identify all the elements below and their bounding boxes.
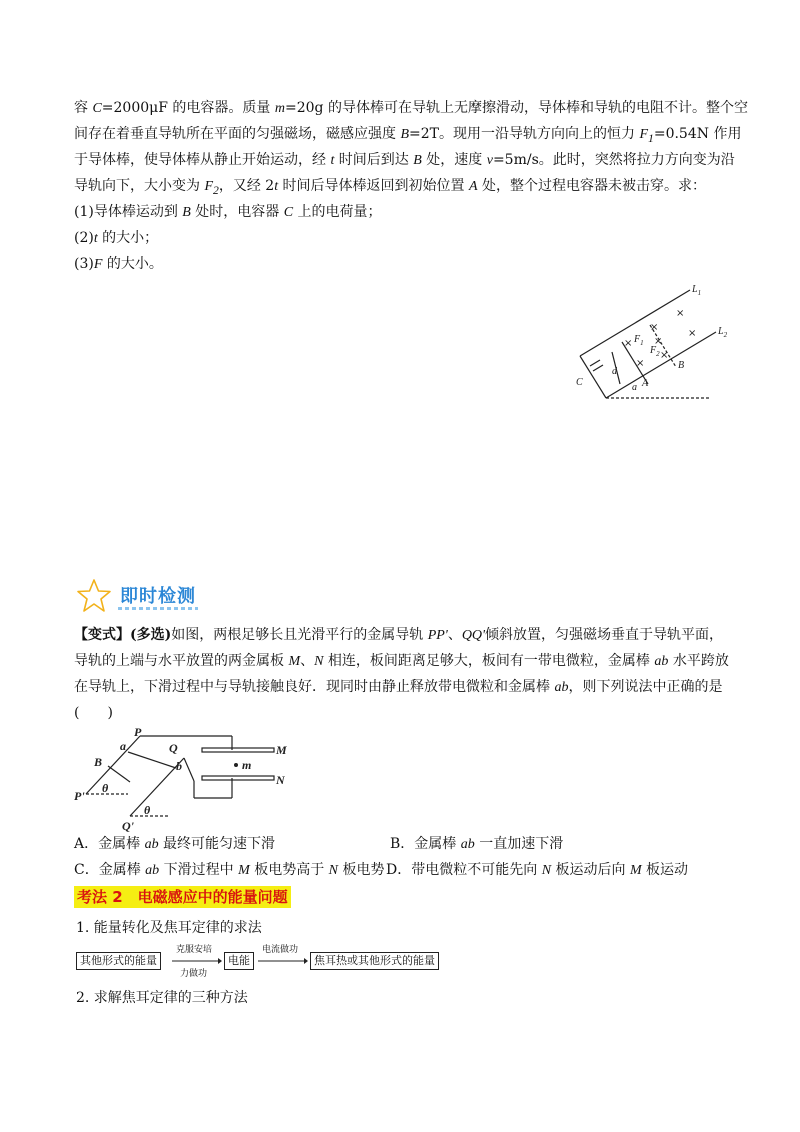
q-wire: [184, 758, 194, 781]
label-l1: $L_1$: [692, 284, 702, 297]
flow-box-joule-heat: 焦耳热或其他形式的能量: [310, 952, 439, 970]
label-a: a: [120, 739, 126, 753]
variant-line-1: 【变式】(多选)如图，两根足够长且光滑平行的金属导轨 PP'、QQ'倾斜放置，匀强磁场垂直于导轨平面，: [74, 627, 724, 643]
question-1: (1)导体棒运动到 B 处时，电容器 C 上的电荷量；: [74, 204, 382, 220]
variant-line-4: ( ): [74, 705, 113, 721]
section-heading: 考法 2 电磁感应中的能量问题: [74, 886, 291, 908]
label-l2: $L_2$: [718, 326, 728, 339]
rail-capacitor-figure: [560, 280, 740, 410]
label-b-field: B: [94, 755, 103, 769]
label-A: A: [642, 378, 649, 389]
variant-line-2: 导轨的上端与水平放置的两金属板 M、N 相连，板间距离足够大，板间有一带电微粒，金属棒 ab 水平跨放: [74, 653, 729, 669]
label-m-plate: M: [276, 743, 287, 757]
rail-end: [580, 356, 606, 398]
label-B: B: [678, 360, 685, 371]
label-n-plate: N: [276, 773, 285, 787]
field-x-6: ×: [676, 308, 685, 319]
problem-line-1: 容 C=2000μF 的电容器。质量 m=20g 的导体棒可在导轨上无摩擦滑动，导体棒和导轨的电阻不计。整个空: [74, 100, 748, 116]
check-badge-title: 即时检测: [120, 586, 196, 607]
field-x-2: ×: [650, 322, 659, 333]
label-d: d: [612, 366, 617, 377]
charged-particle: [234, 763, 238, 767]
option-d[interactable]: D．带电微粒不可能先向 N 板运动后向 M 板运动: [386, 862, 689, 878]
flow-arrow-2: [258, 958, 308, 964]
label-c: C: [576, 377, 583, 388]
option-c[interactable]: C．金属棒 ab 下滑过程中 M 板电势高于 N 板电势: [74, 862, 385, 878]
capacitor-plate-1: [590, 360, 600, 366]
label-f2: $F_2$: [650, 345, 660, 358]
star-icon: [76, 578, 112, 614]
plate-m: [202, 748, 274, 752]
flow-box-electric-energy: 电能: [224, 952, 254, 970]
problem-line-2: 间存在着垂直导轨所在平面的匀强磁场，磁感应强度 B=2T。现用一沿导轨方向向上的恒力 $F_1=0.54N$ 作用: [74, 126, 742, 145]
label-theta-1: θ: [102, 781, 109, 795]
label-theta-2: θ: [144, 803, 151, 817]
label-p: P: [134, 726, 142, 739]
flow-arrow-1: [172, 958, 222, 964]
label-mass: m: [242, 758, 252, 772]
capacitor-plate-2: [593, 365, 603, 371]
flow-box-other-energy: 其他形式的能量: [76, 952, 161, 970]
rail-l1: [580, 290, 690, 356]
flow-arrow1-top-label: 克服安培: [176, 945, 213, 955]
variant-line-3: 在导轨上，下滑过程中与导轨接触良好．现同时由静止释放带电微粒和金属棒 ab，则下列说法中正确的是: [74, 679, 723, 695]
problem-line-3: 于导体棒，使导体棒从静止开始运动，经 t 时间后到达 B 处，速度 v=5m/s。此时，突然将拉力方向变为沿: [74, 152, 735, 168]
flow-arrow1-bottom-label: 力做功: [180, 969, 208, 979]
rail-plates-figure: [70, 726, 300, 836]
question-3: (3)F 的大小。: [74, 256, 163, 272]
field-x-7: ×: [688, 328, 697, 339]
label-b: b: [176, 759, 182, 773]
check-badge-underline: [118, 607, 198, 610]
field-x-1: ×: [624, 338, 633, 349]
field-x-5: ×: [660, 350, 669, 361]
field-x-4: ×: [654, 336, 663, 347]
option-a[interactable]: A．金属棒 ab 最终可能匀速下滑: [74, 836, 276, 852]
label-p-prime: P': [74, 789, 85, 803]
label-q: Q: [169, 741, 178, 755]
field-x-3: ×: [636, 358, 645, 369]
item-2: 2. 求解焦耳定律的三种方法: [76, 990, 248, 1006]
problem-line-4: 导轨向下，大小变为 $F_2$，又经 2t 时间后导体棒返回到初始位置 A 处，整个过程电容器未被击穿。求：: [74, 178, 707, 197]
label-a: a: [632, 382, 637, 393]
plate-n: [202, 776, 274, 780]
field-arrow: [108, 766, 130, 782]
label-f1: $F_1$: [634, 334, 644, 347]
item-1: 1. 能量转化及焦耳定律的求法: [76, 920, 262, 936]
option-b[interactable]: B．金属棒 ab 一直加速下滑: [390, 836, 564, 852]
flow-arrow2-top-label: 电流做功: [262, 945, 299, 955]
label-q-prime: Q': [122, 819, 134, 833]
question-2: (2)t 的大小；: [74, 230, 159, 246]
